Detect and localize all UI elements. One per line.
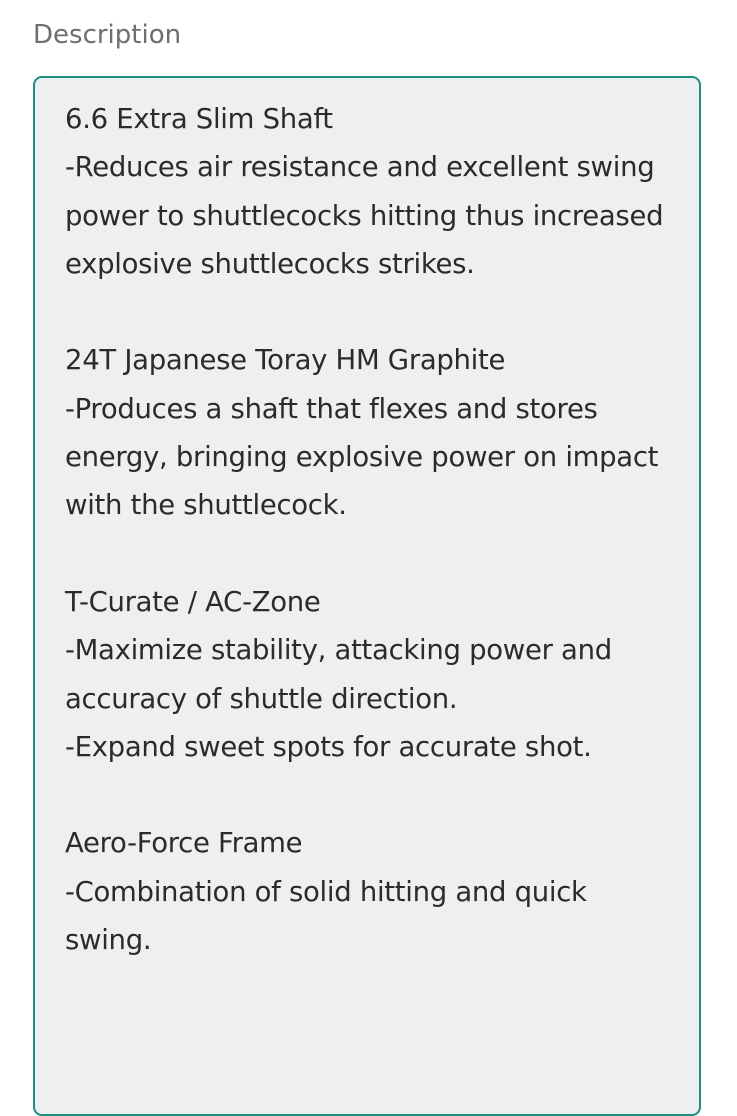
description-text: 6.6 Extra Slim Shaft -Reduces air resistance and excellent swing power to shuttlecocks hitting thus increased explosive shuttlecocks strikes. 24T Japanese Toray HM Graphite -Produces a shaft that flexes and stores energy, bringing explosive power on impact with the shuttlecock. T-Curate / AC-Zone -Maximize stability, attacking power and accuracy of shuttle direction. -Expand sweet spots for accurate shot. Aero-Force Frame -Combination of solid hitting and quick swing. xyxy=(65,103,664,957)
description-label: Description xyxy=(33,20,182,50)
description-textarea[interactable] xyxy=(33,76,701,1116)
